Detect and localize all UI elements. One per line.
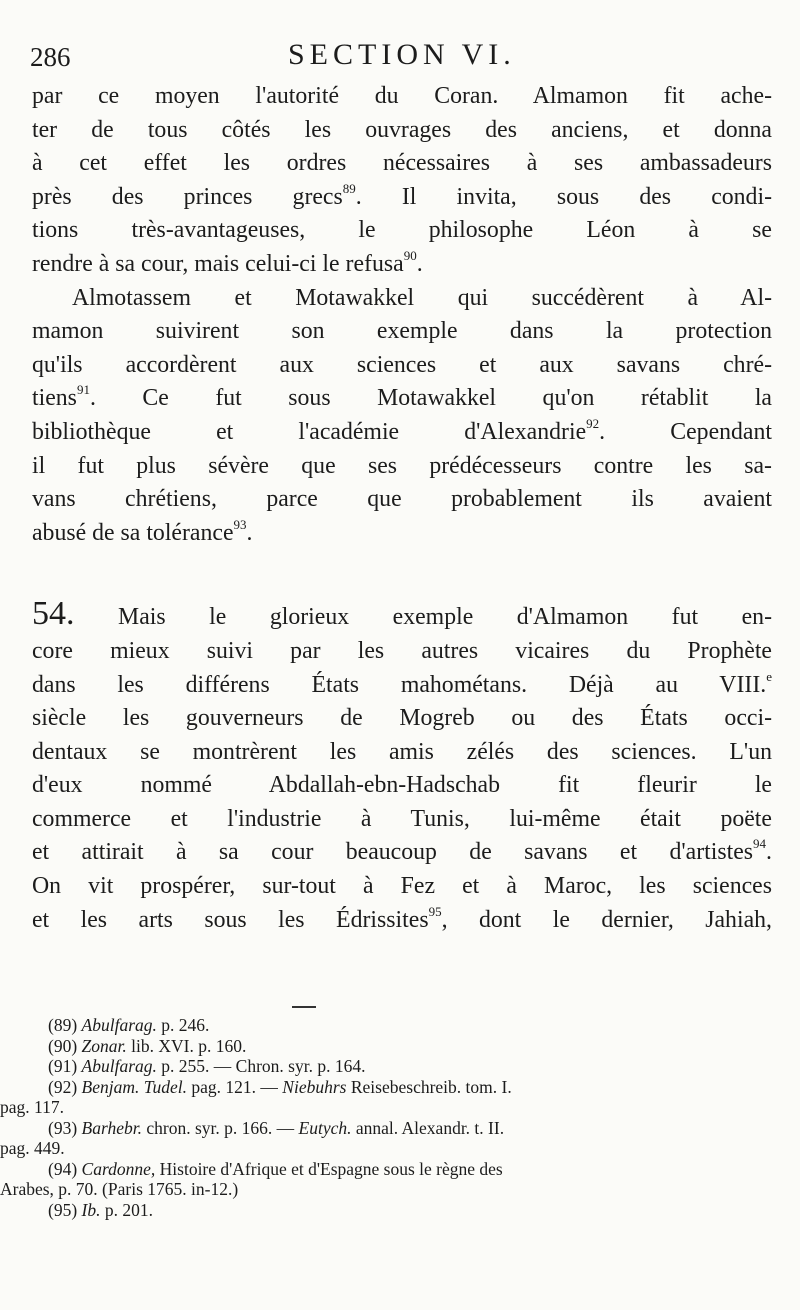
text-line: vans chrétiens, parce que probablement ils avaient (32, 486, 772, 513)
footnote-text: pag. 121. — (187, 1076, 283, 1097)
running-head: SECTION VI. (288, 38, 516, 71)
text-line: commerce et l'industrie à Tunis, lui-même était poëte (32, 805, 772, 832)
text-line (32, 382, 772, 416)
text-line: ter de tous côtés les ouvrages des anciens, et donna (32, 116, 772, 143)
text-line: siècle les gouverneurs de Mogreb ou des États occi- (32, 705, 772, 732)
footnote-source: Benjam. Tudel. (81, 1076, 188, 1097)
text-fragment: . Il invita, sous des condi- (355, 183, 772, 210)
text-fragment: . Cependant (599, 418, 772, 445)
footnote-text: Histoire d'Afrique et d'Espagne sous le règne des (155, 1158, 503, 1179)
text-fragment: rendre à sa cour, mais celui-ci le refusa (32, 250, 404, 277)
footnote-ref[interactable]: 91 (76, 382, 90, 398)
footnote-text: p. 201. (100, 1199, 153, 1220)
footnote-source: Barhebr. (81, 1117, 142, 1138)
footnote-number: (91) (48, 1056, 78, 1076)
footnote-source: Zonar. (81, 1035, 127, 1056)
footnote-source: Niebuhrs (282, 1076, 347, 1097)
text-fragment: abusé de sa tolérance (32, 519, 234, 546)
body-text (32, 80, 772, 937)
text-fragment: près des princes grecs (32, 183, 343, 210)
footnote (0, 1158, 780, 1200)
footnote-text: p. 246. (156, 1015, 210, 1035)
text-line: On vit prospérer, sur-tout à Fez et à Maroc, les sciences (32, 873, 772, 900)
text-line: tions très-avantageuses, le philosophe Léon à se (32, 217, 772, 244)
footnote-ref[interactable]: 89 (342, 180, 356, 196)
text-line (32, 669, 772, 703)
footnote (48, 1056, 780, 1077)
text-fragment: . (246, 519, 253, 546)
text-line (32, 836, 772, 870)
text-fragment: Mais le glorieux exemple d'Almamon fut en- (118, 604, 772, 631)
footnote-source: Eutych. (298, 1117, 352, 1138)
text-fragment: bibliothèque et l'académie d'Alexandrie (32, 418, 587, 445)
footnote-source: Abulfarag. (81, 1015, 157, 1035)
text-fragment: . (416, 250, 423, 277)
text-line (32, 597, 772, 635)
footnote-ref[interactable]: 93 (233, 516, 247, 532)
footnote-source: Abulfarag. (81, 1056, 157, 1076)
footnote-text: p. 255. — Chron. syr. p. 164. (156, 1056, 366, 1076)
footnote (48, 1036, 780, 1057)
footnote (48, 1200, 780, 1221)
footnote-text: lib. XVI. p. 160. (126, 1035, 247, 1056)
footnote-ref[interactable]: 95 (428, 903, 442, 919)
footnote (0, 1117, 780, 1159)
footnote-number: (93) (48, 1117, 78, 1138)
text-fragment: . Ce fut sous Motawakkel qu'on rétablit la (89, 385, 772, 412)
paragraph-spacer (32, 550, 772, 597)
footnote-ref[interactable]: 94 (753, 836, 767, 852)
text-line (32, 517, 772, 551)
footnote-text: chron. syr. p. 166. — (141, 1117, 299, 1138)
footnote-continuation: pag. 449. (0, 1138, 65, 1158)
footnote (48, 1015, 780, 1036)
text-fragment: . (766, 839, 772, 866)
footnote-divider (292, 1006, 316, 1008)
footnote-source: Ib. (81, 1199, 101, 1220)
text-line (32, 248, 772, 282)
footnote-number: (92) (48, 1076, 78, 1097)
footnote (0, 1076, 780, 1118)
text-line (32, 416, 772, 450)
text-line (32, 904, 772, 938)
footnote-number: (95) (48, 1199, 78, 1220)
section-number: 54. (32, 595, 75, 633)
footnotes (0, 1015, 780, 1220)
footnote-continuation: pag. 117. (0, 1097, 64, 1117)
text-line: Almotassem et Motawakkel qui succédèrent à Al- (72, 284, 772, 311)
text-fragment: et attirait à sa cour beaucoup de savans et d'artistes (32, 839, 754, 866)
footnote-number: (94) (48, 1158, 78, 1179)
text-fragment: tiens (32, 385, 77, 412)
page-header (30, 38, 770, 78)
text-line: par ce moyen l'autorité du Coran. Almamon fit ache- (32, 83, 772, 109)
footnote-source: Cardonne, (81, 1158, 156, 1179)
text-line: à cet effet les ordres nécessaires à ses ambassadeurs (32, 150, 772, 177)
page-number: 286 (30, 42, 71, 72)
footnote-text: Reisebeschreib. tom. I. (346, 1076, 512, 1097)
text-line: il fut plus sévère que ses prédécesseurs contre les sa- (32, 452, 772, 479)
superscript: e (766, 668, 772, 684)
text-fragment: et les arts sous les Édrissites (32, 906, 429, 933)
footnote-number: (89) (48, 1015, 78, 1035)
footnote-ref[interactable]: 92 (586, 415, 600, 431)
text-line: qu'ils accordèrent aux sciences et aux savans chré- (32, 351, 772, 378)
text-line: d'eux nommé Abdallah-ebn-Hadschab fit fleurir le (32, 772, 772, 799)
text-line: core mieux suivi par les autres vicaires du Prophète (32, 637, 772, 664)
text-line: mamon suivirent son exemple dans la protection (32, 318, 772, 345)
text-fragment: dans les différens États mahométans. Déjà au VIII. (32, 671, 767, 698)
footnote-ref[interactable]: 90 (403, 247, 417, 263)
text-fragment: , dont le dernier, Jahiah, (441, 906, 772, 933)
footnote-continuation: Arabes, p. 70. (Paris 1765. in-12.) (0, 1179, 239, 1199)
text-line: dentaux se montrèrent les amis zélés des sciences. L'un (32, 738, 772, 765)
footnote-text: annal. Alexandr. t. II. (351, 1117, 505, 1138)
footnote-number: (90) (48, 1035, 78, 1056)
text-line (32, 181, 772, 215)
